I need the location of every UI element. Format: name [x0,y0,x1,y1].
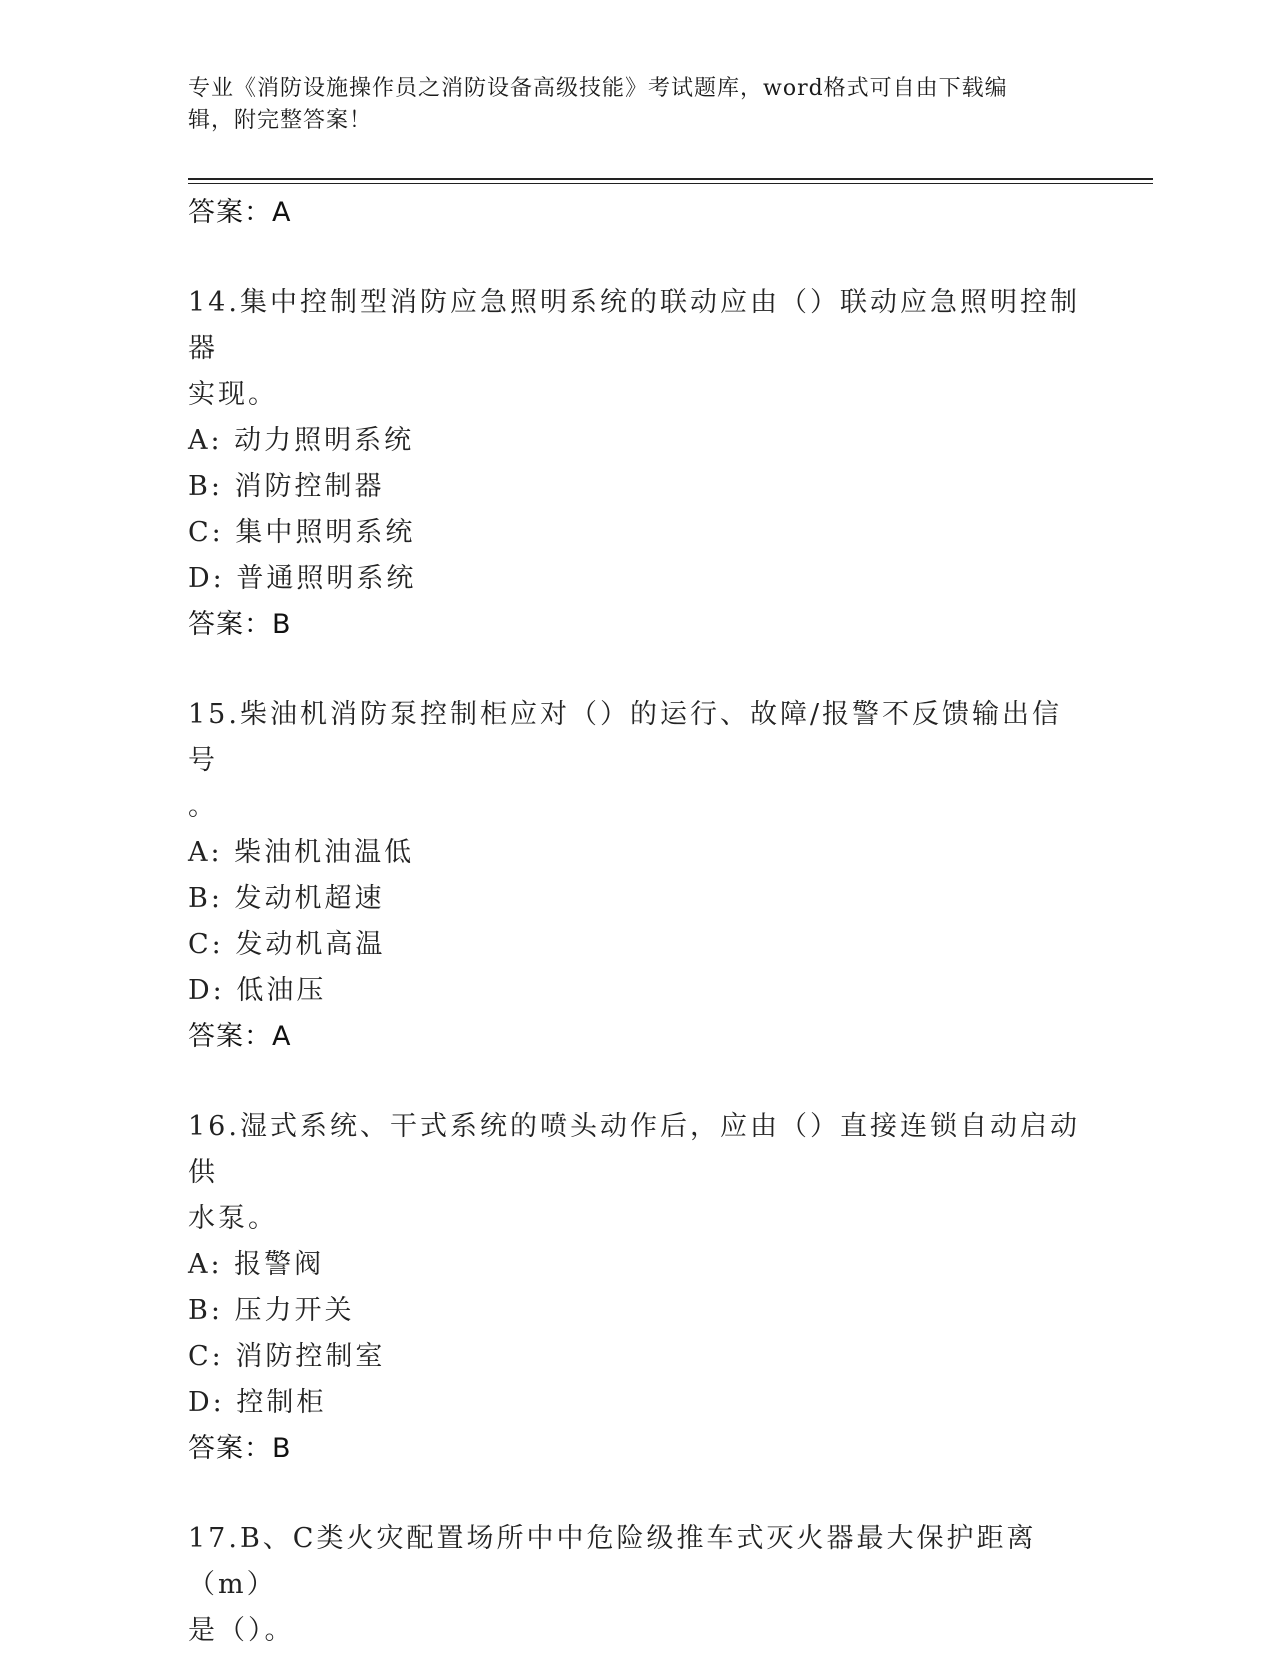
question-14-option-c: C: 集中照明系统 [188,517,416,548]
question-14 [188,280,1088,647]
question-15 [188,692,1088,1059]
questions-content [188,190,1088,1654]
header-line-2: 辑，附完整答案！ [188,108,373,133]
question-16-title-line-1: 16.湿式系统、干式系统的喷头动作后，应由（）直接连锁自动启动供 [188,1111,1080,1188]
question-16 [188,1104,1088,1471]
question-15-title-line-2: 。 [188,791,218,822]
header-line-1: 专业《消防设施操作员之消防设备高级技能》考试题库，word格式可自由下载编 [188,76,1008,101]
question-14-answer: 答案：B [188,609,292,640]
header-divider-thin [188,183,1153,184]
question-17 [188,1516,1088,1654]
question-16-option-d: D: 控制柜 [188,1387,327,1418]
question-16-option-c: C: 消防控制室 [188,1341,386,1372]
question-14-title-line-2: 实现。 [188,379,278,410]
question-14-option-b: B: 消防控制器 [188,471,385,502]
question-16-title-line-2: 水泵。 [188,1203,278,1234]
question-15-option-d: D: 低油压 [188,975,327,1006]
question-15-title-line-1: 15.柴油机消防泵控制柜应对（）的运行、故障/报警不反馈输出信号 [188,699,1063,776]
question-16-option-a: A: 报警阀 [188,1249,325,1280]
question-17-title-line-2: 是（）。 [188,1615,295,1646]
header-divider-thick [188,178,1153,180]
question-15-option-b: B: 发动机超速 [188,883,385,914]
question-15-option-a: A: 柴油机油温低 [188,837,415,868]
question-16-option-b: B: 压力开关 [188,1295,355,1326]
question-14-title-line-1: 14.集中控制型消防应急照明系统的联动应由（）联动应急照明控制器 [188,287,1080,364]
document-header [188,73,1088,137]
question-17-title-line-1: 17.B、C类火灾配置场所中中危险级推车式灭火器最大保护距离（m） [188,1523,1037,1600]
answer-q13: 答案：A [188,197,292,228]
question-14-option-d: D: 普通照明系统 [188,563,417,594]
question-14-option-a: A: 动力照明系统 [188,425,415,456]
question-15-option-c: C: 发动机高温 [188,929,386,960]
question-16-answer: 答案：B [188,1433,292,1464]
question-15-answer: 答案：A [188,1021,292,1052]
